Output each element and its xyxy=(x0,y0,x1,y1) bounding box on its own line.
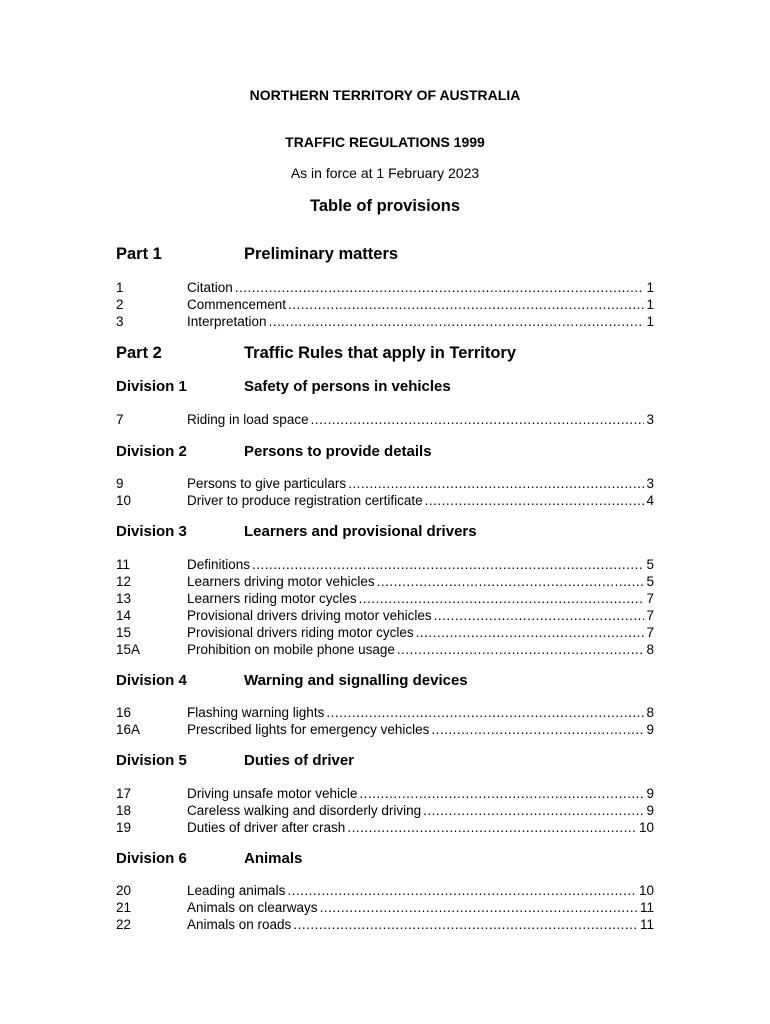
entry-number: 11 xyxy=(116,557,131,572)
part-title: Preliminary matters xyxy=(244,245,399,263)
toc-entry[interactable] xyxy=(116,296,654,313)
dot-leader xyxy=(397,641,645,658)
dot-leader xyxy=(288,296,644,313)
entry-title: Riding in load space xyxy=(187,412,309,427)
entry-title: Learners driving motor vehicles xyxy=(187,574,375,589)
entry-page: 11 xyxy=(639,917,654,932)
entry-number: 15A xyxy=(116,642,141,657)
entry-title: Provisional drivers riding motor cycles xyxy=(187,625,414,640)
entry-page: 8 xyxy=(646,642,654,657)
entry-number: 9 xyxy=(116,476,124,491)
entry-page: 7 xyxy=(646,625,654,640)
toc-entry[interactable] xyxy=(116,785,654,802)
entry-number: 14 xyxy=(116,608,132,623)
dot-leader xyxy=(434,607,645,624)
division-number: Division 1 xyxy=(116,378,187,395)
toc-title: Table of provisions xyxy=(309,197,461,215)
entry-page: 10 xyxy=(638,883,654,898)
dot-leader xyxy=(359,590,645,607)
dot-leader xyxy=(269,313,645,330)
entry-page: 11 xyxy=(639,900,654,915)
division-title: Warning and signalling devices xyxy=(244,672,468,689)
dot-leader xyxy=(293,916,638,933)
entry-page: 7 xyxy=(646,608,654,623)
entry-title: Interpretation xyxy=(187,314,267,329)
entry-title: Prescribed lights for emergency vehicles xyxy=(187,722,430,737)
entry-title: Learners riding motor cycles xyxy=(187,591,357,606)
entry-title: Leading animals xyxy=(187,883,286,898)
toc-entry[interactable] xyxy=(116,279,654,296)
toc-entry[interactable] xyxy=(116,641,654,658)
entry-page: 1 xyxy=(646,297,654,312)
division-number: Division 6 xyxy=(116,850,187,867)
dot-leader xyxy=(326,704,644,721)
toc-entry[interactable] xyxy=(116,590,654,607)
jurisdiction-heading: NORTHERN TERRITORY OF AUSTRALIA xyxy=(249,87,521,103)
division-heading xyxy=(116,850,656,870)
entry-page: 10 xyxy=(638,820,654,835)
toc-entry[interactable] xyxy=(116,556,654,573)
dot-leader xyxy=(423,802,644,819)
entry-number: 7 xyxy=(116,412,124,427)
dot-leader xyxy=(348,475,644,492)
entry-number: 12 xyxy=(116,574,132,589)
part-heading xyxy=(116,245,656,267)
toc-entry[interactable] xyxy=(116,573,654,590)
entry-page: 7 xyxy=(646,591,654,606)
toc-entry[interactable] xyxy=(116,802,654,819)
entry-title: Animals on clearways xyxy=(187,900,318,915)
entry-page: 8 xyxy=(646,705,654,720)
entry-number: 1 xyxy=(116,280,124,295)
in-force-date: As in force at 1 February 2023 xyxy=(290,165,480,181)
entry-page: 9 xyxy=(646,722,654,737)
dot-leader xyxy=(431,721,644,738)
entry-number: 16 xyxy=(116,705,132,720)
entry-title: Driver to produce registration certificate xyxy=(187,493,423,508)
entry-title: Animals on roads xyxy=(187,917,292,932)
division-title: Persons to provide details xyxy=(244,443,432,460)
division-number: Division 2 xyxy=(116,443,187,460)
entry-number: 10 xyxy=(116,493,132,508)
toc-entry[interactable] xyxy=(116,704,654,721)
entry-title: Flashing warning lights xyxy=(187,705,325,720)
entry-title: Driving unsafe motor vehicle xyxy=(187,786,358,801)
dot-leader xyxy=(377,573,645,590)
entry-title: Duties of driver after crash xyxy=(187,820,346,835)
division-title: Safety of persons in vehicles xyxy=(244,378,451,395)
entry-number: 21 xyxy=(116,900,132,915)
entry-number: 3 xyxy=(116,314,124,329)
division-heading xyxy=(116,378,656,398)
toc-entry[interactable] xyxy=(116,411,654,428)
entry-title: Provisional drivers driving motor vehicles xyxy=(187,608,432,623)
dot-leader xyxy=(311,411,645,428)
division-title: Duties of driver xyxy=(244,752,355,769)
toc-entry[interactable] xyxy=(116,624,654,641)
entry-number: 13 xyxy=(116,591,132,606)
toc-entry[interactable] xyxy=(116,313,654,330)
division-title: Animals xyxy=(244,850,303,867)
division-number: Division 5 xyxy=(116,752,187,769)
entry-number: 18 xyxy=(116,803,132,818)
regulation-title: TRAFFIC REGULATIONS 1999 xyxy=(285,134,485,150)
entry-page: 3 xyxy=(646,412,654,427)
dot-leader xyxy=(287,882,637,899)
entry-title: Definitions xyxy=(187,557,251,572)
entry-number: 22 xyxy=(116,917,132,932)
dot-leader xyxy=(320,899,638,916)
entry-number: 15 xyxy=(116,625,132,640)
division-heading xyxy=(116,672,656,692)
part-heading xyxy=(116,344,656,366)
division-number: Division 3 xyxy=(116,523,187,540)
entry-page: 1 xyxy=(646,280,654,295)
division-heading xyxy=(116,523,656,543)
toc-entry[interactable] xyxy=(116,475,654,492)
entry-title: Careless walking and disorderly driving xyxy=(187,803,422,818)
entry-page: 9 xyxy=(646,803,654,818)
toc-entry[interactable] xyxy=(116,721,654,738)
entry-title: Citation xyxy=(187,280,233,295)
toc-entry[interactable] xyxy=(116,916,654,933)
entry-page: 4 xyxy=(646,493,654,508)
entry-number: 19 xyxy=(116,820,132,835)
entry-title: Prohibition on mobile phone usage xyxy=(187,642,395,657)
entry-number: 20 xyxy=(116,883,132,898)
entry-title: Persons to give particulars xyxy=(187,476,347,491)
toc-entry[interactable] xyxy=(116,492,654,509)
entry-page: 9 xyxy=(646,786,654,801)
entry-page: 5 xyxy=(646,574,654,589)
entry-page: 5 xyxy=(646,557,654,572)
division-heading xyxy=(116,752,656,772)
dot-leader xyxy=(425,492,645,509)
part-number: Part 1 xyxy=(116,245,162,263)
part-number: Part 2 xyxy=(116,344,162,362)
toc-entry[interactable] xyxy=(116,882,654,899)
dot-leader xyxy=(416,624,645,641)
division-number: Division 4 xyxy=(116,672,187,689)
entry-number: 16A xyxy=(116,722,141,737)
dot-leader xyxy=(347,819,637,836)
entry-title: Commencement xyxy=(187,297,287,312)
division-heading xyxy=(116,443,656,463)
toc-entry[interactable] xyxy=(116,899,654,916)
division-title: Learners and provisional drivers xyxy=(244,523,477,540)
entry-page: 1 xyxy=(646,314,654,329)
part-title: Traffic Rules that apply in Territory xyxy=(244,344,517,362)
toc-entry[interactable] xyxy=(116,819,654,836)
dot-leader xyxy=(252,556,644,573)
toc-entry[interactable] xyxy=(116,607,654,624)
entry-number: 2 xyxy=(116,297,124,312)
dot-leader xyxy=(359,785,644,802)
entry-number: 17 xyxy=(116,786,132,801)
dot-leader xyxy=(235,279,645,296)
entry-page: 3 xyxy=(646,476,654,491)
